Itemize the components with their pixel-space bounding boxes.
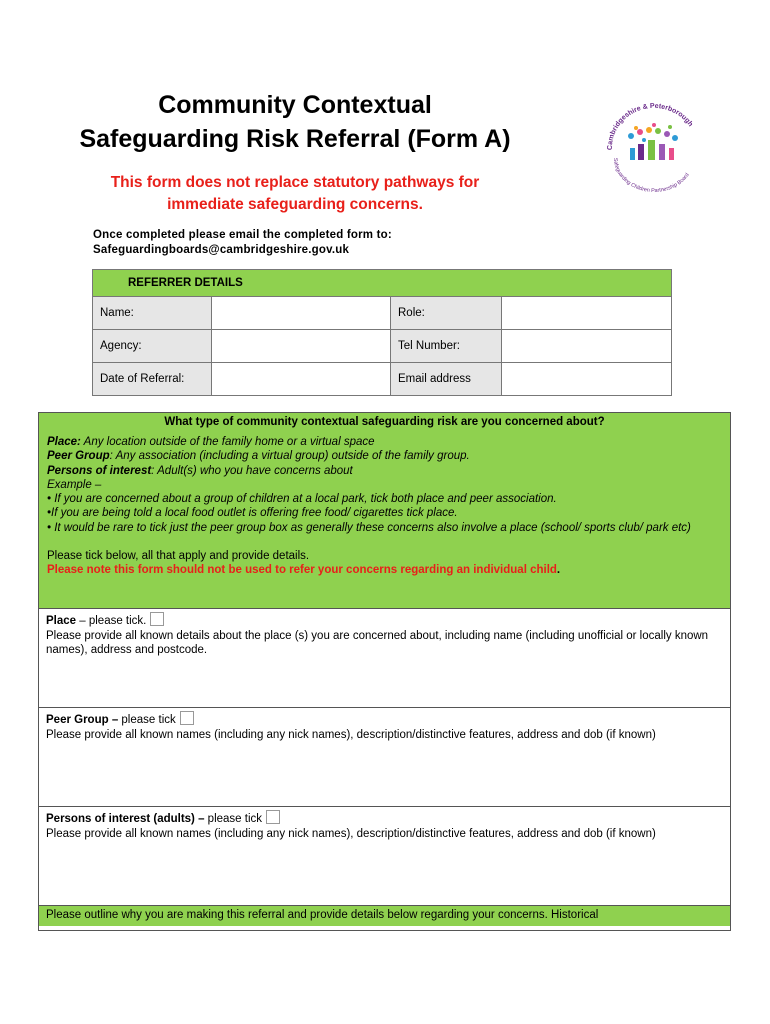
warning-line-1: This form does not replace statutory pathways for bbox=[110, 174, 480, 191]
peer-heading bbox=[46, 711, 723, 728]
peer-group-section bbox=[39, 708, 730, 807]
example-heading: Example – bbox=[47, 478, 102, 491]
warning-line-2: immediate safeguarding concerns. bbox=[167, 196, 423, 213]
statutory-warning bbox=[0, 172, 590, 216]
persons-definition bbox=[47, 464, 722, 478]
referrer-row bbox=[93, 297, 672, 330]
agency-field[interactable] bbox=[212, 330, 391, 363]
spacer bbox=[47, 535, 722, 549]
role-field[interactable] bbox=[502, 297, 672, 330]
date-label: Date of Referral: bbox=[93, 363, 212, 396]
example-bullet: • It would be rare to tick just the peer group box as generally these concerns also involve a place (school/ sports club/ park etc) bbox=[47, 521, 691, 534]
risk-intro bbox=[39, 413, 730, 609]
agency-label: Agency: bbox=[93, 330, 212, 363]
referrer-header-row bbox=[93, 270, 672, 297]
persons-heading bbox=[46, 810, 723, 827]
logo-top-text: Cambridgeshire & Peterborough bbox=[606, 102, 694, 151]
title-line-2: Safeguarding Risk Referral (Form A) bbox=[79, 125, 511, 153]
risk-question: What type of community contextual safeguarding risk are you concerned about? bbox=[164, 416, 605, 428]
place-label: Place bbox=[46, 615, 77, 627]
individual-child-note bbox=[47, 563, 722, 577]
persons-checkbox[interactable] bbox=[266, 810, 280, 824]
email-label: Email address bbox=[391, 363, 502, 396]
title-line-1: Community Contextual bbox=[158, 91, 432, 119]
persons-label: Persons of interest (adults) – bbox=[46, 813, 205, 825]
persons-of-interest-section bbox=[39, 807, 730, 906]
email-instruction: Once completed please email the completed form to: bbox=[93, 229, 392, 241]
peer-term: Peer Group bbox=[47, 450, 110, 463]
tick-instruction: Please tick below, all that apply and provide details. bbox=[47, 550, 310, 563]
place-definition bbox=[47, 435, 722, 449]
peer-def: : Any association (including a virtual group) outside of the family group. bbox=[109, 450, 470, 463]
email-instruction-block bbox=[93, 228, 392, 258]
persons-tick-text: please tick bbox=[204, 813, 263, 825]
page-title bbox=[0, 88, 590, 156]
peer-details-text: Please provide all known names (including any nick names), description/distinctive features, address and dob (if known) bbox=[46, 728, 656, 741]
tel-field[interactable] bbox=[502, 330, 672, 363]
example-bullet: •If you are being told a local food outlet is offering free food/ cigarettes tick place. bbox=[47, 507, 458, 520]
referrer-row bbox=[93, 330, 672, 363]
place-section bbox=[39, 609, 730, 708]
date-field[interactable] bbox=[212, 363, 391, 396]
logo-bottom-text: Safeguarding Children Partnership Board bbox=[611, 157, 691, 192]
tel-label: Tel Number: bbox=[391, 330, 502, 363]
referrer-heading: REFERRER DETAILS bbox=[93, 270, 672, 297]
outline-reason-row: Please outline why you are making this referral and provide details below regarding your concerns. Historical bbox=[39, 906, 730, 926]
peer-checkbox[interactable] bbox=[180, 711, 194, 725]
name-field[interactable] bbox=[212, 297, 391, 330]
note-text: Please note this form should not be used to refer your concerns regarding an individual child bbox=[47, 564, 557, 577]
role-label: Role: bbox=[391, 297, 502, 330]
logo-graphic bbox=[598, 100, 708, 192]
email-field[interactable] bbox=[502, 363, 672, 396]
svg-text:Safeguarding Children Partners bbox=[612, 158, 691, 192]
risk-type-box bbox=[38, 412, 731, 931]
peer-label: Peer Group – bbox=[46, 714, 119, 726]
persons-term: Persons of interest bbox=[47, 464, 152, 477]
logo-figures bbox=[628, 123, 678, 160]
example-bullet: • If you are concerned about a group of children at a local park, tick both place and peer association. bbox=[47, 493, 557, 506]
place-term: Place: bbox=[47, 436, 81, 448]
persons-details-text: Please provide all known names (including any nick names), description/distinctive features, address and dob (if known) bbox=[46, 827, 656, 840]
referrer-row bbox=[93, 363, 672, 396]
place-checkbox[interactable] bbox=[150, 612, 164, 626]
place-details-text: Please provide all known details about the place (s) you are concerned about, including name (including unofficial or locally known names), address and postcode. bbox=[46, 629, 709, 656]
email-address[interactable]: Safeguardingboards@cambridgeshire.gov.uk bbox=[93, 244, 350, 256]
referrer-details-table bbox=[92, 269, 672, 396]
place-heading bbox=[46, 612, 723, 629]
persons-def: : Adult(s) who you have concerns about bbox=[151, 464, 353, 477]
peer-tick-text: please tick bbox=[118, 714, 176, 726]
partnership-logo bbox=[598, 100, 708, 192]
place-def: Any location outside of the family home or a virtual space bbox=[80, 436, 375, 448]
peer-definition bbox=[47, 449, 722, 463]
name-label: Name: bbox=[93, 297, 212, 330]
place-tick-text: – please tick. bbox=[76, 615, 147, 627]
note-end: . bbox=[556, 564, 561, 577]
